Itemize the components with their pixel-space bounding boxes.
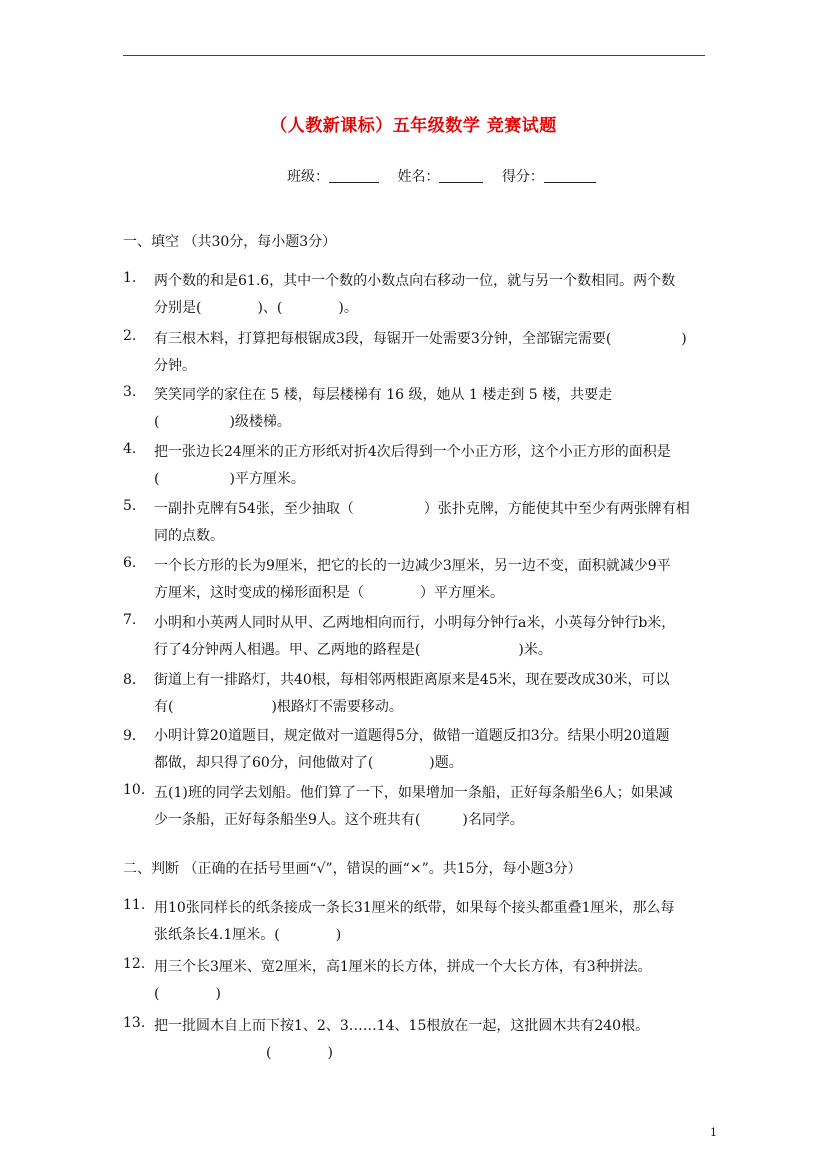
question-text-line: 一副扑克牌有54张，至少抽取（ ）张扑克牌，方能使其中至少有两张牌有相 — [154, 501, 690, 517]
question-text-line: 分别是( )、( )。 — [154, 300, 358, 316]
question-number: 6. — [123, 555, 137, 571]
question-text-line: 有( )根路灯不需要移动。 — [154, 699, 403, 715]
question-text-line: 五(1)班的同学去划船。他们算了一下，如果增加一条船，正好每条船坐6人；如果减 — [154, 785, 673, 801]
question-number: 8． — [123, 672, 146, 688]
section-fill-in-heading: 一、填空 （共30分，每小题3分） — [123, 234, 337, 250]
question-text-line: 都做，却只得了60分，问他做对了( )题。 — [154, 755, 463, 771]
section-true-false-heading: 二、判断 （正确的在括号里画“√”，错误的画“×”。共15分，每小题3分） — [123, 861, 582, 877]
question-number: 2. — [123, 328, 137, 344]
question-number: 4. — [123, 441, 137, 457]
header-rule — [123, 55, 705, 56]
question-text-line: 两个数的和是61.6，其中一个数的小数点向右移动一位，就与另一个数相同。两个数 — [154, 273, 676, 289]
question-number: 12. — [123, 956, 146, 972]
question-number: 13. — [123, 1015, 146, 1031]
student-info-row — [287, 166, 610, 186]
question-number: 11. — [123, 897, 146, 913]
question-text-line: 街道上有一排路灯，共40根，每相邻两根距离原来是45米，现在要改成30米，可以 — [154, 672, 670, 688]
question-number: 10. — [123, 782, 146, 798]
question-text-line: 把一张边长24厘米的正方形纸对折4次后得到一个小正方形，这个小正方形的面积是 — [154, 444, 671, 460]
score-label: 得分： — [501, 169, 544, 185]
class-blank[interactable] — [329, 168, 379, 183]
score-blank[interactable] — [544, 168, 596, 183]
question-text-line: 用10张同样长的纸条接成一条长31厘米的纸带，如果每个接头都重叠1厘米，那么每 — [154, 900, 675, 916]
question-text-line: 有三根木料，打算把每根锯成3段，每锯开一处需要3分钟，全部锯完需要( ) — [154, 331, 687, 347]
page-title: （人教新课标）五年级数学 竞赛试题 — [270, 116, 557, 136]
question-number: 5. — [123, 498, 137, 514]
name-label: 姓名： — [397, 169, 440, 185]
question-text-line: 一个长方形的长为9厘米，把它的长的一边减少3厘米，另一边不变，面积就减少9平 — [154, 558, 671, 574]
question-text-line: 方厘米，这时变成的梯形面积是（ ）平方厘米。 — [154, 585, 504, 601]
name-blank[interactable] — [439, 168, 483, 183]
question-number: 1. — [123, 270, 137, 286]
question-text-line: 把一批圆木自上而下按1、2、3……14、15根放在一起，这批圆木共有240根。 — [154, 1018, 650, 1034]
question-text-line: 小明和小英两人同时从甲、乙两地相向而行，小明每分钟行a米，小英每分钟行b米， — [154, 615, 676, 631]
question-text-line: 分钟。 — [154, 358, 196, 374]
question-number: 3. — [123, 384, 137, 400]
question-text-line: 同的点数。 — [154, 528, 224, 544]
question-text-line: 行了4分钟两人相遇。甲、乙两地的路程是( )米。 — [154, 642, 552, 658]
question-text-line: 少一条船，正好每条船坐9人。这个班共有( )名同学。 — [154, 812, 524, 828]
question-text-line: ( )平方厘米。 — [154, 471, 305, 487]
question-text-line: ( ) — [154, 1045, 333, 1061]
question-number: 7. — [123, 612, 137, 628]
question-text-line: 张纸条长4.1厘米。( ) — [154, 927, 342, 943]
page-number: 1 — [710, 1126, 717, 1139]
question-text-line: 小明计算20道题目，规定做对一道题得5分，做错一道题反扣3分。结果小明20道题 — [154, 728, 670, 744]
question-text-line: 用三个长3厘米、宽2厘米，高1厘米的长方体，拼成一个大长方体，有3种拼法。 — [154, 959, 652, 975]
question-text-line: ( )级楼梯。 — [154, 414, 291, 430]
class-label: 班级： — [287, 169, 329, 185]
question-text-line: ( ) — [154, 986, 221, 1002]
question-text-line: 笑笑同学的家住在 5 楼，每层楼梯有 16 级，她从 1 楼走到 5 楼，共要走 — [154, 387, 613, 403]
question-number: 9． — [123, 728, 146, 744]
